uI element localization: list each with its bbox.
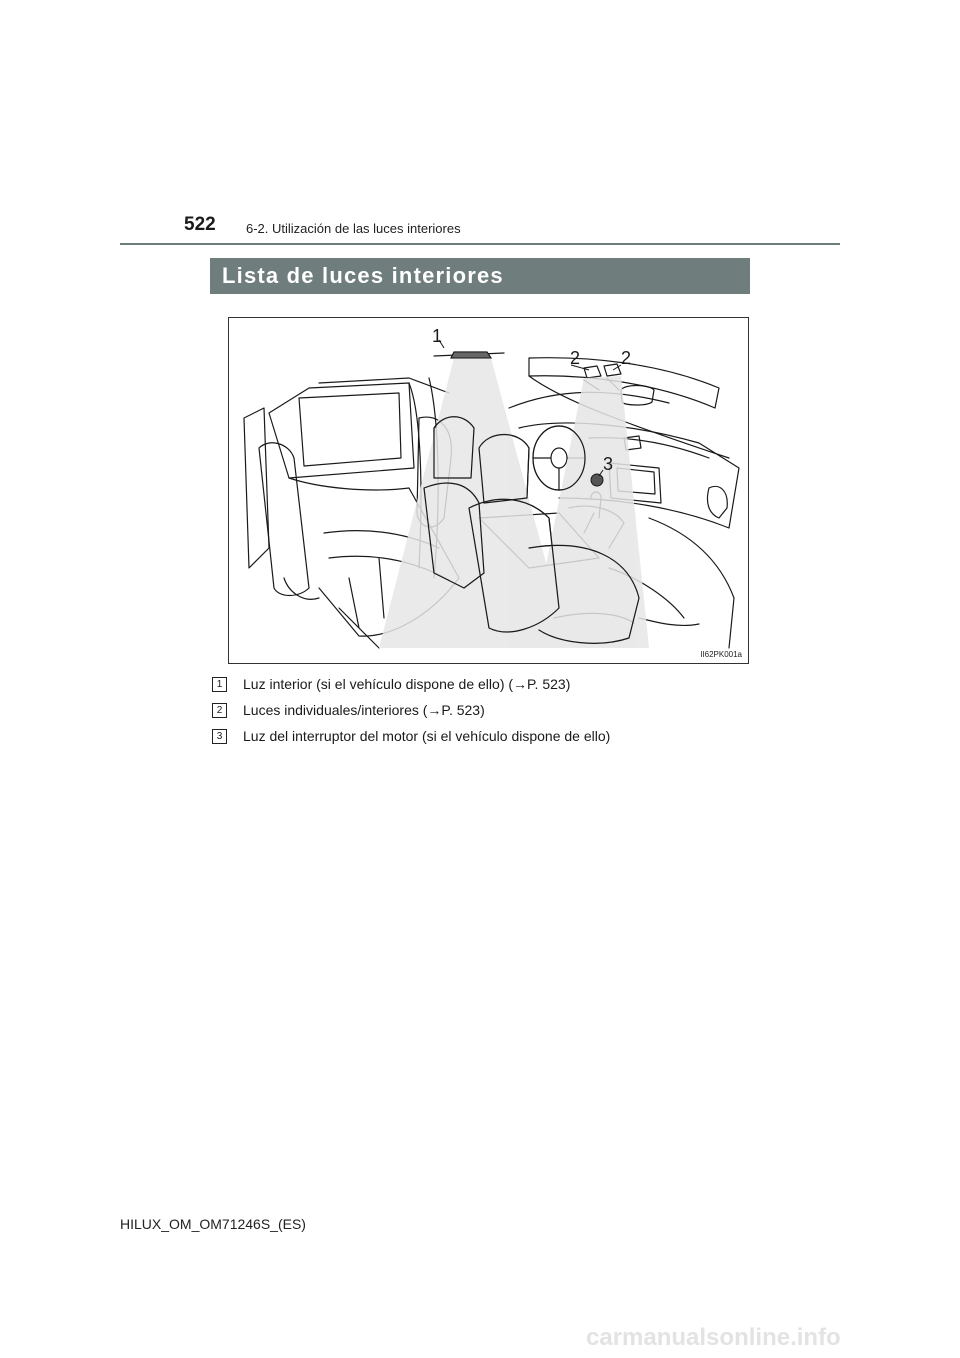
legend-text-2: Luces individuales/interiores (→P. 523)	[243, 702, 485, 718]
legend-number-2: 2	[212, 703, 227, 718]
callout-1: 1	[432, 326, 443, 346]
car-interior-illustration	[229, 318, 749, 664]
section-title: 6-2. Utilización de las luces interiores	[246, 221, 461, 236]
legend-text-3: Luz del interruptor del motor (si el vehículo dispone de ello)	[243, 728, 611, 744]
page-number: 522	[184, 214, 216, 235]
header-divider	[120, 243, 840, 245]
legend-item	[212, 697, 772, 723]
figure-code: II62PK001a	[700, 650, 742, 659]
interior-lights-figure	[228, 317, 749, 664]
legend-item	[212, 723, 772, 749]
legend-number-3: 3	[212, 729, 227, 744]
title-bar	[210, 258, 750, 294]
legend-text-1: Luz interior (si el vehículo dispone de ello) (→P. 523)	[243, 676, 571, 692]
legend-item	[212, 671, 772, 697]
callout-3: 3	[603, 454, 614, 474]
callout-2-left: 2	[570, 348, 581, 368]
document-footer: HILUX_OM_OM71246S_(ES)	[120, 1216, 306, 1232]
callout-2-right: 2	[621, 348, 632, 368]
legend-number-1: 1	[212, 677, 227, 692]
watermark: carmanualsonline.info	[586, 1324, 841, 1351]
legend-list	[212, 671, 772, 749]
page-title: Lista de luces interiores	[222, 263, 504, 288]
